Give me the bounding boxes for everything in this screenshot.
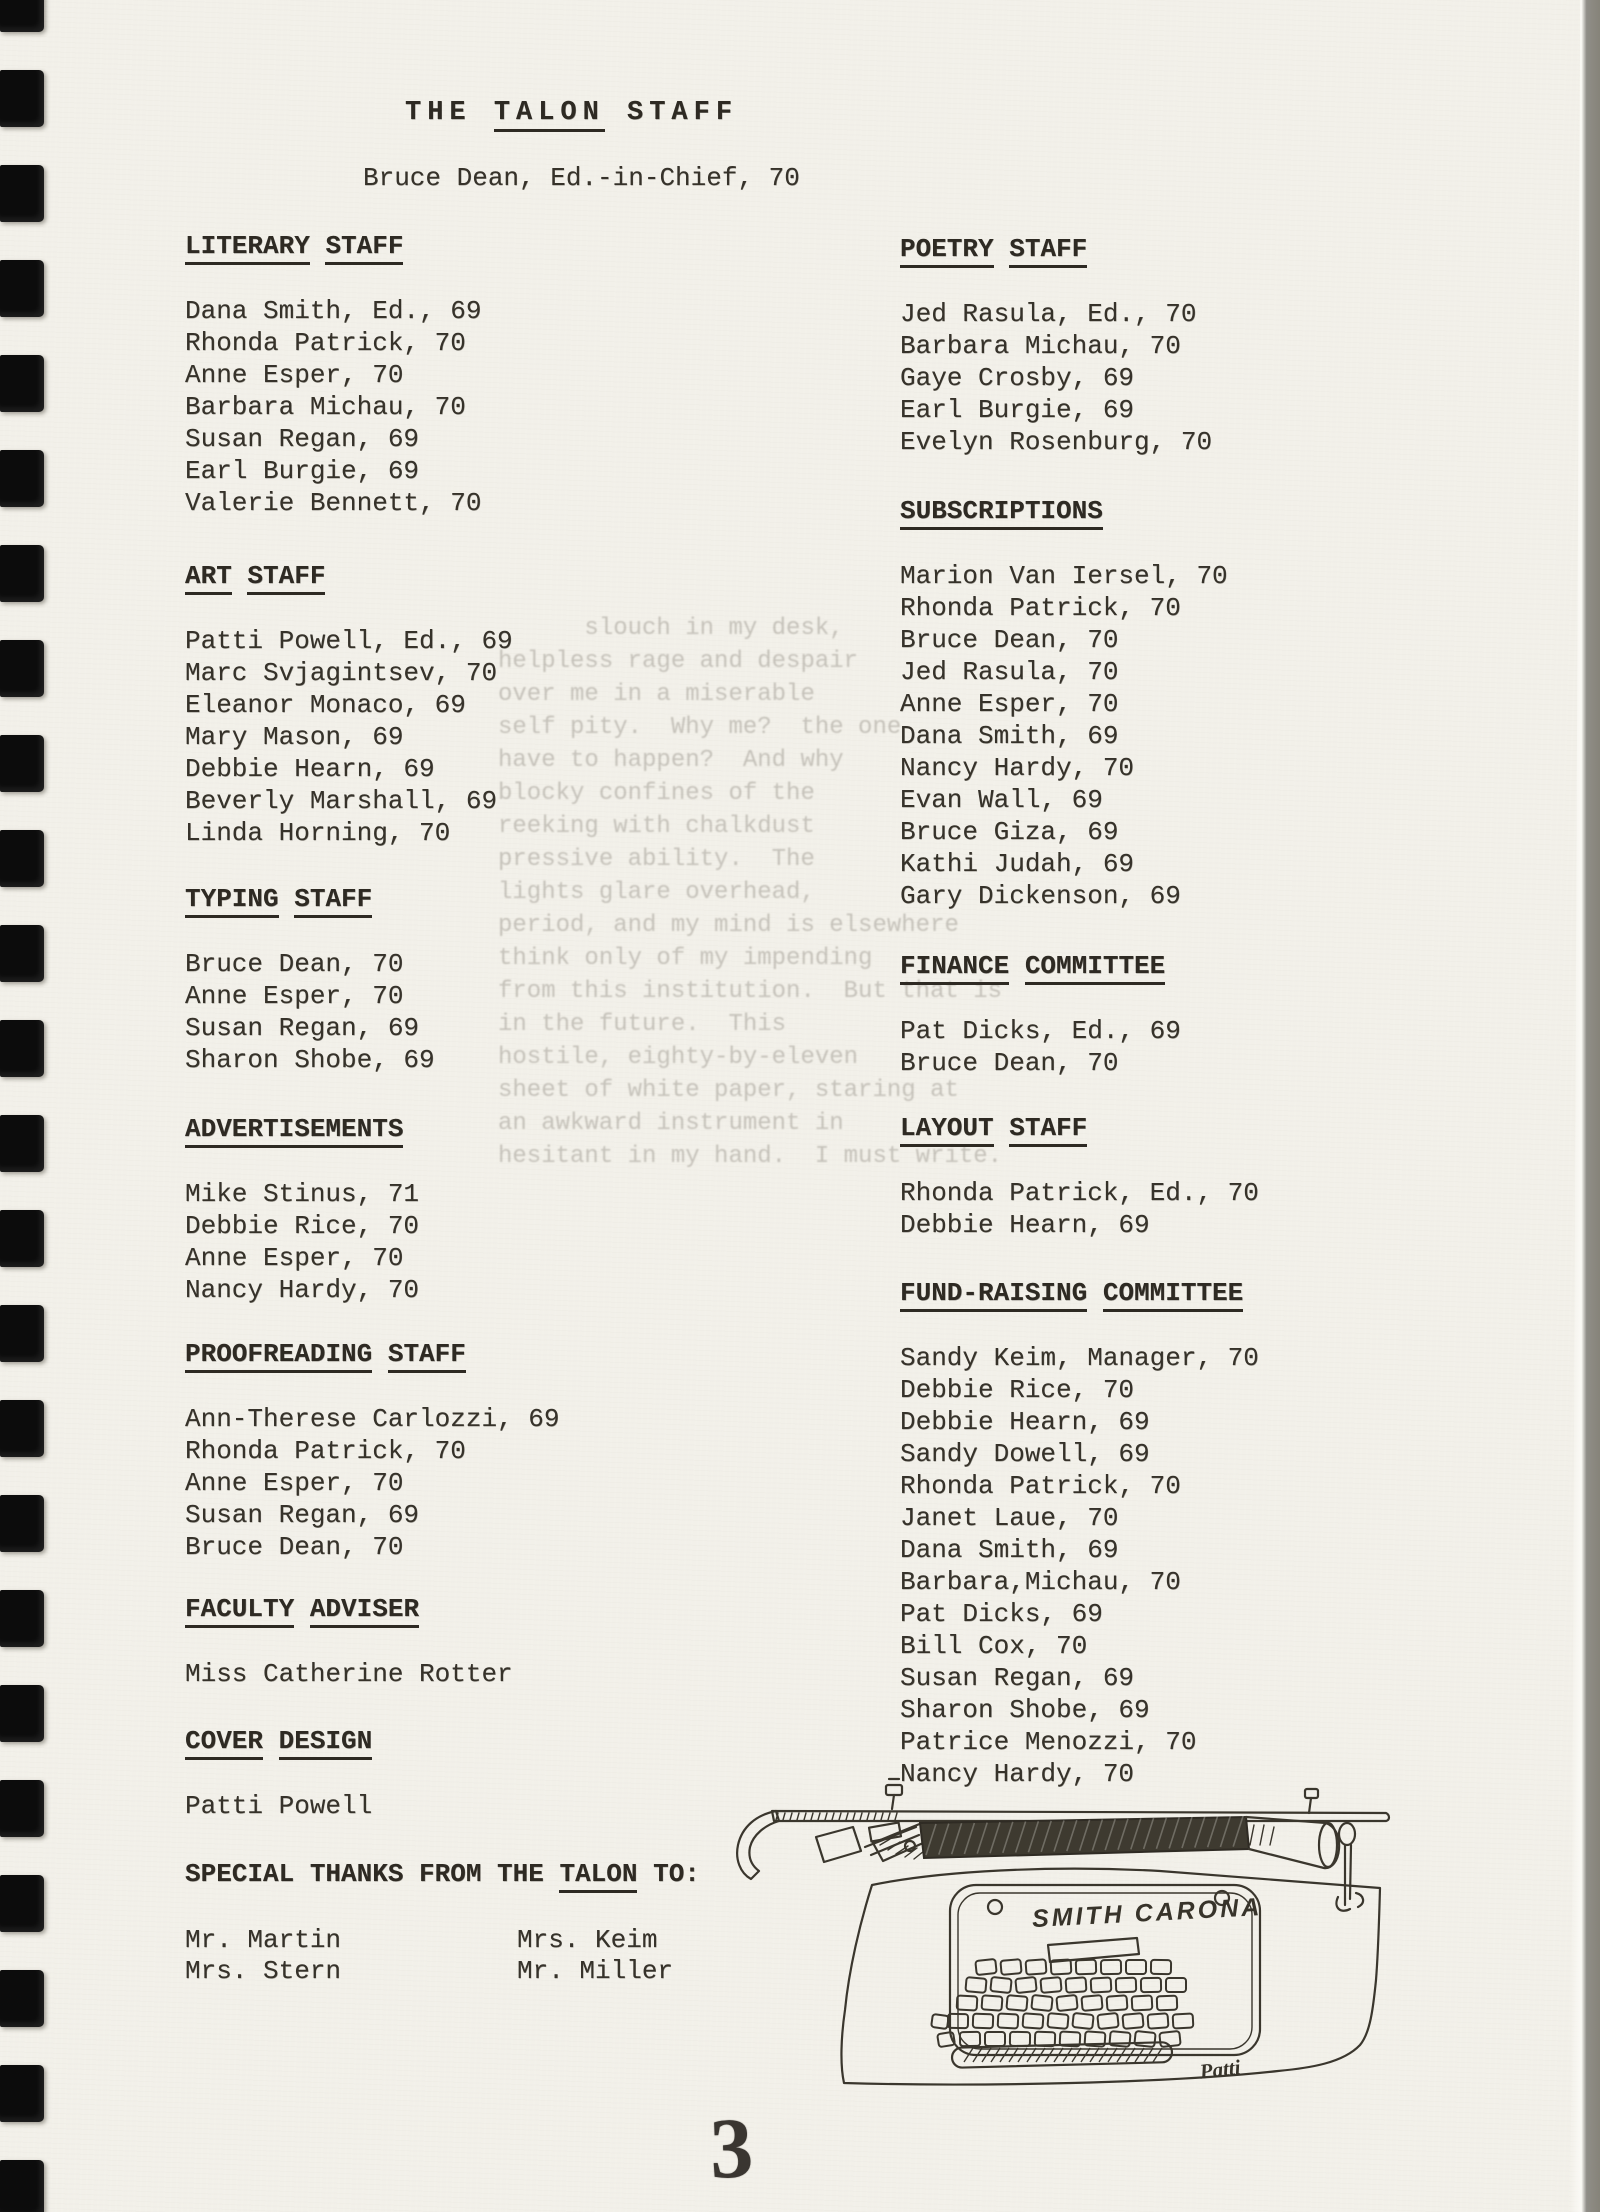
staff-line: Anne Esper, 70 xyxy=(185,1243,404,1273)
ghost-line: in the future. This xyxy=(498,1011,787,1038)
staff-line: Gaye Crosby, 69 xyxy=(900,363,1135,393)
section-heading xyxy=(900,950,1181,982)
margin-lever xyxy=(1305,1789,1318,1813)
binding-hole xyxy=(0,1685,44,1742)
section-heading xyxy=(900,233,1212,265)
thanks-name: Mr. Martin xyxy=(185,1925,342,1955)
ghost-line: reeking with chalkdust xyxy=(498,813,815,840)
ghost-line: from this institution. But that is xyxy=(498,978,1003,1005)
underlined-word: ART xyxy=(185,561,232,595)
typewriter-brand: SMITH CARONA xyxy=(1031,1893,1263,1934)
ghost-line: over me in a miserable xyxy=(498,681,815,708)
section-fundraising xyxy=(900,1277,1259,1790)
section-art xyxy=(185,560,513,849)
staff-line: Anne Esper, 70 xyxy=(185,981,404,1011)
staff-line: Sharon Shobe, 69 xyxy=(185,1045,435,1075)
staff-line: Bruce Dean, 70 xyxy=(185,1532,404,1562)
staff-line: Susan Regan, 69 xyxy=(185,424,420,454)
page-number: 3 xyxy=(708,2099,755,2197)
staff-line: Bill Cox, 70 xyxy=(900,1631,1088,1661)
staff-line: Bruce Dean, 70 xyxy=(900,1048,1119,1078)
staff-list xyxy=(900,560,1228,912)
underlined-word: SUBSCRIPTIONS xyxy=(900,496,1103,530)
staff-list xyxy=(185,1658,513,1690)
staff-list xyxy=(900,1177,1259,1241)
section-subscriptions xyxy=(900,495,1228,912)
staff-line: Debbie Hearn, 69 xyxy=(900,1210,1150,1240)
heading-word: TO: xyxy=(637,1859,700,1889)
staff-line: Jed Rasula, 70 xyxy=(900,657,1119,687)
section-heading xyxy=(185,1593,513,1625)
section-layout xyxy=(900,1112,1259,1241)
section-heading xyxy=(185,1113,419,1145)
heading-word: STAFF xyxy=(604,98,739,128)
staff-line: Pat Dicks, Ed., 69 xyxy=(900,1016,1181,1046)
binding-hole xyxy=(0,165,44,222)
ghost-line: blocky confines of the xyxy=(498,780,815,807)
typewriter-keys xyxy=(931,1959,1193,2047)
staff-line: Rhonda Patrick, 70 xyxy=(185,328,466,358)
staff-line: Eleanor Monaco, 69 xyxy=(185,690,466,720)
staff-list xyxy=(900,298,1212,458)
section-heading xyxy=(185,230,481,262)
staff-line: Barbara Michau, 70 xyxy=(900,331,1181,361)
heading-word xyxy=(294,1594,310,1624)
binding-hole xyxy=(0,1590,44,1647)
underlined-word: ADVISER xyxy=(310,1594,419,1628)
ghost-line: hesitant in my hand. I must write. xyxy=(498,1143,1003,1170)
staff-line: Patti Powell, Ed., 69 xyxy=(185,626,513,656)
heading-word xyxy=(994,1113,1010,1143)
staff-line: Anne Esper, 70 xyxy=(900,689,1119,719)
heading-word xyxy=(232,561,248,591)
binding-hole xyxy=(0,545,44,602)
binding-hole xyxy=(0,1970,44,2027)
staff-line: Evan Wall, 69 xyxy=(900,785,1103,815)
underlined-word: FUND-RAISING xyxy=(900,1278,1087,1312)
binding-hole xyxy=(0,735,44,792)
staff-line: Mike Stinus, 71 xyxy=(185,1179,420,1209)
heading-word xyxy=(1087,1278,1103,1308)
staff-line: Jed Rasula, Ed., 70 xyxy=(900,299,1197,329)
staff-line: Dana Smith, 69 xyxy=(900,721,1119,751)
underlined-word: ADVERTISEMENTS xyxy=(185,1114,403,1148)
staff-line: Barbara Michau, 70 xyxy=(185,392,466,422)
underlined-word: FINANCE xyxy=(900,951,1009,985)
section-finance xyxy=(900,950,1181,1079)
binding-hole xyxy=(0,925,44,982)
staff-line: Sandy Keim, Manager, 70 xyxy=(900,1343,1259,1373)
staff-list xyxy=(900,1015,1181,1079)
staff-list xyxy=(185,295,481,519)
underlined-word: STAFF xyxy=(1009,1113,1087,1147)
staff-line: Debbie Hearn, 69 xyxy=(900,1407,1150,1437)
binding-hole xyxy=(0,450,44,507)
underlined-word: STAFF xyxy=(1009,234,1087,268)
heading-word xyxy=(994,234,1010,264)
staff-line: Susan Regan, 69 xyxy=(185,1013,420,1043)
underlined-word: FACULTY xyxy=(185,1594,294,1628)
staff-line: Gary Dickenson, 69 xyxy=(900,881,1181,911)
binding-hole xyxy=(0,260,44,317)
editor-in-chief-line: Bruce Dean, Ed.-in-Chief, 70 xyxy=(363,163,800,193)
thanks-name: Mrs. Stern xyxy=(185,1956,342,1986)
staff-line: Bruce Giza, 69 xyxy=(900,817,1119,847)
section-heading xyxy=(185,1338,559,1370)
paper-rest xyxy=(816,1827,861,1862)
ghost-line: sheet of white paper, staring at xyxy=(498,1077,959,1104)
staff-line: Valerie Bennett, 70 xyxy=(185,488,482,518)
staff-line: Sharon Shobe, 69 xyxy=(900,1695,1150,1725)
binding-hole xyxy=(0,830,44,887)
heading-word xyxy=(263,1726,279,1756)
binding-hole xyxy=(0,70,44,127)
page-edge-shadow xyxy=(1570,0,1600,2212)
underlined-word: LAYOUT xyxy=(900,1113,994,1147)
staff-line: Debbie Rice, 70 xyxy=(185,1211,420,1241)
staff-line: Nancy Hardy, 70 xyxy=(900,753,1135,783)
binding-hole xyxy=(0,1400,44,1457)
thanks-name: Mr. Miller xyxy=(517,1956,674,1986)
binding-hole xyxy=(0,1020,44,1077)
staff-line: Bruce Dean, 70 xyxy=(900,625,1119,655)
binding-hole xyxy=(0,1115,44,1172)
staff-list xyxy=(185,948,435,1076)
ghost-line: an awkward instrument in xyxy=(498,1110,844,1137)
underlined-word: TYPING xyxy=(185,884,279,918)
underlined-word: STAFF xyxy=(247,561,325,595)
section-faculty xyxy=(185,1593,513,1690)
staff-line: Marion Van Iersel, 70 xyxy=(900,561,1228,591)
underlined-word: PROOFREADING xyxy=(185,1339,372,1373)
staff-line: Earl Burgie, 69 xyxy=(185,456,420,486)
staff-line: Bruce Dean, 70 xyxy=(185,949,404,979)
underlined-word: STAFF xyxy=(388,1339,466,1373)
staff-line: Anne Esper, 70 xyxy=(185,1468,404,1498)
heading-word xyxy=(372,1339,388,1369)
binding-hole xyxy=(0,1210,44,1267)
staff-line: Rhonda Patrick, 70 xyxy=(900,1471,1181,1501)
underlined-word: STAFF xyxy=(325,231,403,265)
section-poetry xyxy=(900,233,1212,458)
section-heading xyxy=(185,560,513,592)
binding-hole xyxy=(0,1875,44,1932)
ghost-line: pressive ability. The xyxy=(498,846,815,873)
staff-list xyxy=(185,1403,559,1563)
underlined-word: DESIGN xyxy=(279,1726,373,1760)
section-literary xyxy=(185,230,481,519)
staff-line: Miss Catherine Rotter xyxy=(185,1659,513,1689)
staff-line: Kathi Judah, 69 xyxy=(900,849,1135,879)
heading-word xyxy=(1009,951,1025,981)
heading-word xyxy=(279,884,295,914)
staff-line: Sandy Dowell, 69 xyxy=(900,1439,1150,1469)
binding-hole xyxy=(0,1780,44,1837)
staff-line: Barbara,Michau, 70 xyxy=(900,1567,1181,1597)
section-proofreading xyxy=(185,1338,559,1563)
ghost-line: helpless rage and despair xyxy=(498,648,859,675)
ghost-line: have to happen? And why xyxy=(498,747,844,774)
staff-list xyxy=(185,1790,372,1822)
underlined-word: TALON xyxy=(559,1859,637,1893)
staff-line: Rhonda Patrick, 70 xyxy=(900,593,1181,623)
return-lever xyxy=(737,1811,779,1879)
underlined-word: COVER xyxy=(185,1726,263,1760)
section-cover xyxy=(185,1725,372,1822)
section-heading xyxy=(185,1725,372,1757)
binding-hole xyxy=(0,2160,44,2212)
panel-screw-left xyxy=(988,1900,1002,1914)
underlined-word: LITERARY xyxy=(185,231,310,265)
ghost-line: hostile, eighty-by-eleven xyxy=(498,1044,859,1071)
label-slot xyxy=(1048,1938,1139,1962)
ghost-line: period, and my mind is elsewhere xyxy=(498,912,959,939)
staff-line: Debbie Hearn, 69 xyxy=(185,754,435,784)
heading-word xyxy=(310,231,326,261)
staff-line: Evelyn Rosenburg, 70 xyxy=(900,427,1213,457)
staff-line: Dana Smith, 69 xyxy=(900,1535,1119,1565)
staff-line: Nancy Hardy, 70 xyxy=(185,1275,420,1305)
binding-hole xyxy=(0,1305,44,1362)
section-heading xyxy=(185,883,435,915)
staff-list xyxy=(185,625,513,849)
section-heading xyxy=(900,495,1228,527)
staff-line: Rhonda Patrick, Ed., 70 xyxy=(900,1178,1259,1208)
staff-line: Beverly Marshall, 69 xyxy=(185,786,498,816)
staff-line: Marc Svjagintsev, 70 xyxy=(185,658,498,688)
heading-word: SPECIAL THANKS FROM THE xyxy=(185,1859,560,1889)
binding-hole xyxy=(0,355,44,412)
ghost-line: think only of my impending xyxy=(498,945,873,972)
staff-list xyxy=(185,1178,419,1306)
underlined-word: COMMITTEE xyxy=(1025,951,1165,985)
ghost-line: lights glare overhead, xyxy=(498,879,815,906)
underlined-word: COMMITTEE xyxy=(1103,1278,1243,1312)
staff-line: Nancy Hardy, 70 xyxy=(900,1759,1135,1789)
staff-line: Rhonda Patrick, 70 xyxy=(185,1436,466,1466)
thanks-name: Mrs. Keim xyxy=(517,1925,658,1955)
artist-signature: Patti xyxy=(1198,2054,1242,2084)
typewriter-drawing xyxy=(520,1765,1520,2110)
binding-hole xyxy=(0,640,44,697)
staff-line: Anne Esper, 70 xyxy=(185,360,404,390)
section-typing xyxy=(185,883,435,1076)
section-heading xyxy=(900,1277,1259,1309)
staff-line: Linda Horning, 70 xyxy=(185,818,451,848)
underlined-word: TALON xyxy=(494,98,605,132)
underlined-word: STAFF xyxy=(294,884,372,918)
staff-line: Ann-Therese Carlozzi, 69 xyxy=(185,1404,560,1434)
staff-line: Susan Regan, 69 xyxy=(185,1500,420,1530)
platen-right-end xyxy=(1246,1817,1363,1911)
ghost-line: slouch in my desk, xyxy=(498,615,844,642)
staff-line: Dana Smith, Ed., 69 xyxy=(185,296,482,326)
binding-hole xyxy=(0,1495,44,1552)
heading-word: THE xyxy=(405,98,494,128)
staff-line: Debbie Rice, 70 xyxy=(900,1375,1135,1405)
binding-hole xyxy=(0,0,44,32)
staff-line: Patti Powell xyxy=(185,1791,373,1821)
binding-hole xyxy=(0,2065,44,2122)
ghost-line: self pity. Why me? the one xyxy=(498,714,902,741)
staff-line: Patrice Menozzi, 70 xyxy=(900,1727,1197,1757)
staff-line: Mary Mason, 69 xyxy=(185,722,404,752)
staff-line: Janet Laue, 70 xyxy=(900,1503,1119,1533)
top-knob-left xyxy=(886,1779,902,1809)
underlined-word: POETRY xyxy=(900,234,994,268)
staff-line: Earl Burgie, 69 xyxy=(900,395,1135,425)
section-heading xyxy=(900,1112,1259,1144)
staff-line: Susan Regan, 69 xyxy=(900,1663,1135,1693)
staff-list xyxy=(900,1342,1259,1790)
rail-ticks xyxy=(776,1813,897,1820)
section-advertisements xyxy=(185,1113,419,1306)
staff-line: Pat Dicks, 69 xyxy=(900,1599,1103,1629)
